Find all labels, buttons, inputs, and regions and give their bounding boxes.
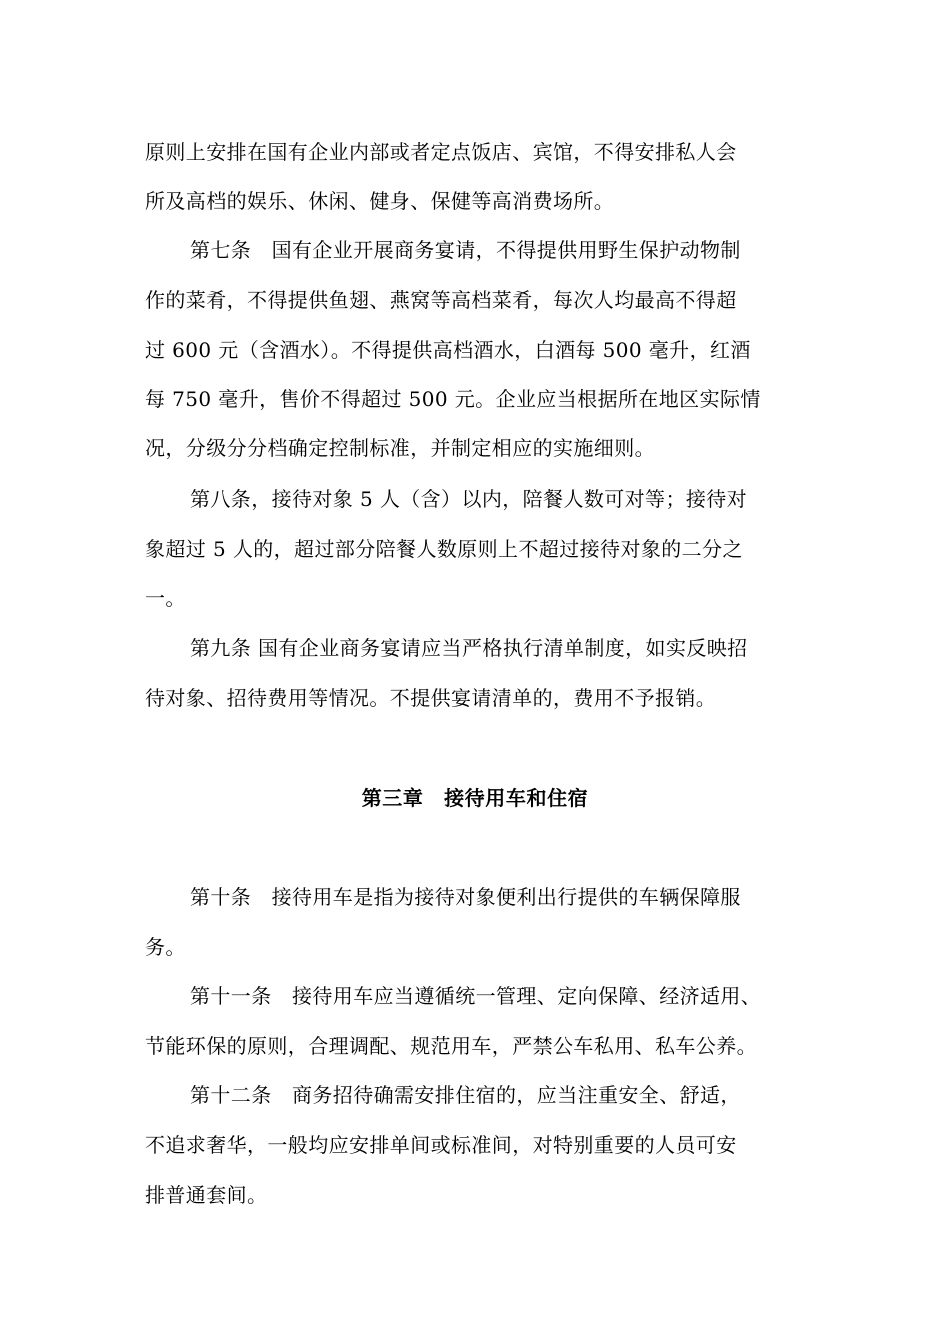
body-text-line: 所及高档的娱乐、休闲、健身、保健等高消费场所。: [145, 189, 615, 213]
article-7-line: 第七条 国有企业开展商务宴请，不得提供用野生保护动物制: [190, 238, 741, 262]
body-text-line: 务。: [145, 935, 186, 959]
article-12-line: 第十二条 商务招待确需安排住宿的，应当注重安全、舒适，: [190, 1083, 741, 1107]
body-text-line: 一。: [145, 586, 186, 610]
body-text-line: 排普通套间。: [145, 1183, 268, 1207]
body-text-line: 节能环保的原则，合理调配、规范用车，严禁公车私用、私车公养。: [145, 1034, 757, 1058]
body-text-line: 象超过 5 人的，超过部分陪餐人数原则上不超过接待对象的二分之: [145, 537, 743, 561]
body-text-line: 每 750 毫升，售价不得超过 500 元。企业应当根据所在地区实际情: [145, 387, 761, 411]
body-text-line: 原则上安排在国有企业内部或者定点饭店、宾馆，不得安排私人会: [145, 140, 737, 164]
article-9-line: 第九条 国有企业商务宴请应当严格执行清单制度，如实反映招: [190, 636, 748, 660]
body-text-line: 过 600 元（含酒水）。不得提供高档酒水，白酒每 500 毫升，红酒: [145, 338, 751, 362]
article-11-line: 第十一条 接待用车应当遵循统一管理、定向保障、经济适用、: [190, 984, 762, 1008]
article-8-line: 第八条，接待对象 5 人（含）以内，陪餐人数可对等；接待对: [190, 487, 748, 511]
body-text-line: 况，分级分分档确定控制标准，并制定相应的实施细则。: [145, 436, 655, 460]
chapter-heading: 第三章 接待用车和住宿: [361, 786, 589, 810]
body-text-line: 不追求奢华，一般均应安排单间或标准间，对特别重要的人员可安: [145, 1133, 737, 1157]
body-text-line: 作的菜肴，不得提供鱼翅、燕窝等高档菜肴，每次人均最高不得超: [145, 288, 737, 312]
article-10-line: 第十条 接待用车是指为接待对象便利出行提供的车辆保障服: [190, 885, 741, 909]
body-text-line: 待对象、招待费用等情况。不提供宴请清单的，费用不予报销。: [145, 686, 717, 710]
